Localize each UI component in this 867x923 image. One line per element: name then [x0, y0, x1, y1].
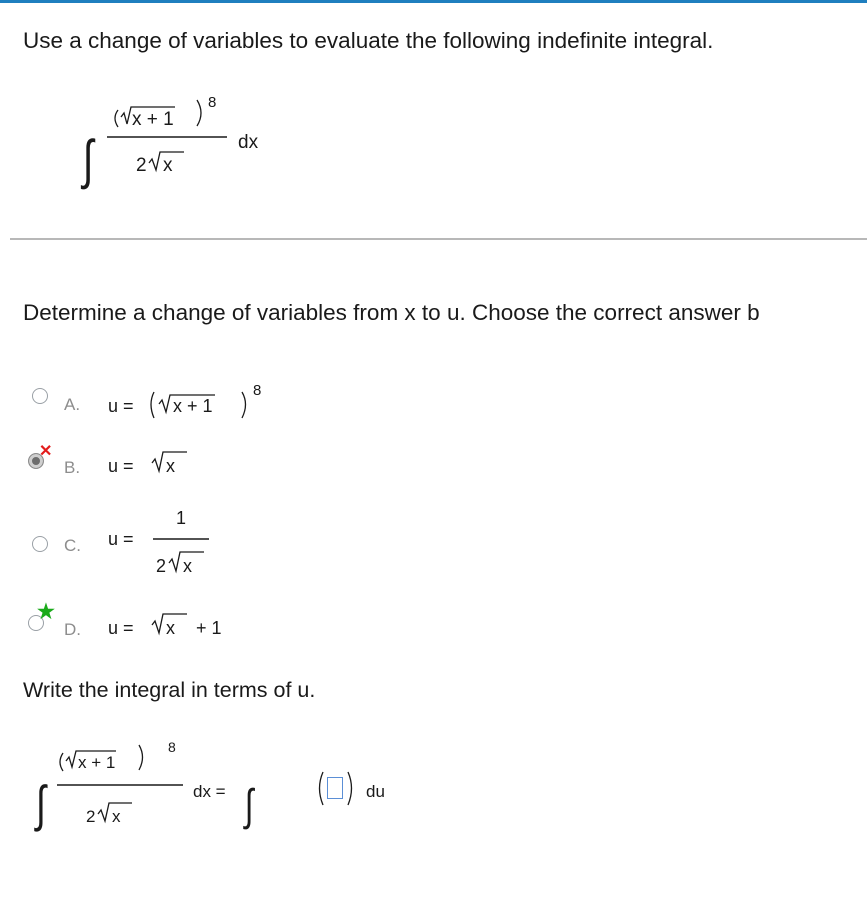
part1-prompt: Determine a change of variables from x to u. Choose the correct answer b — [23, 300, 760, 325]
option-a[interactable] — [22, 372, 382, 418]
part2-numerator-inner: x + 1 — [78, 753, 116, 772]
option-d-suffix: + 1 — [196, 618, 222, 638]
question-denominator-coef: 2 — [136, 155, 147, 176]
svg-text:∫: ∫ — [82, 128, 94, 190]
option-c-lhs: u = — [108, 529, 134, 549]
option-d-lhs: u = — [108, 618, 134, 638]
question-prompt: Use a change of variables to evaluate the following indefinite integral. — [23, 28, 714, 53]
option-d[interactable] — [22, 600, 382, 646]
question-integral-numerator — [115, 94, 216, 130]
option-c-denominator-radicand: x — [183, 556, 192, 576]
correct-star-icon: ★ — [37, 601, 55, 623]
question-differential: dx — [238, 132, 259, 153]
option-a-lhs: u = — [108, 396, 134, 416]
option-b-letter: B. — [64, 458, 81, 477]
question-denominator-radicand: x — [163, 155, 173, 176]
option-b-expr: x — [166, 456, 175, 476]
part2-denominator-radicand: x — [112, 807, 121, 826]
question-exponent: 8 — [208, 94, 217, 111]
option-a-expr-inner: x + 1 — [173, 396, 213, 416]
option-c-radio[interactable] — [32, 536, 48, 552]
svg-text:∫: ∫ — [244, 780, 254, 831]
option-a-exponent: 8 — [253, 382, 262, 399]
svg-text:∫: ∫ — [36, 777, 46, 833]
option-b-lhs: u = — [108, 456, 134, 476]
part2-denominator-coef: 2 — [86, 807, 96, 826]
option-d-letter: D. — [64, 620, 81, 639]
option-c-numerator: 1 — [176, 508, 187, 528]
incorrect-icon: ✕ — [39, 443, 53, 460]
part2-rhs-differential: du — [366, 782, 385, 801]
option-c-letter: C. — [64, 536, 81, 555]
option-c-denominator-coef: 2 — [156, 556, 167, 576]
option-d-expr: x — [166, 618, 175, 638]
option-c[interactable] — [22, 510, 382, 580]
option-a-letter: A. — [64, 395, 81, 414]
section-divider — [10, 238, 867, 240]
question-numerator-inner: x + 1 — [132, 109, 174, 130]
question-integral-denominator — [136, 152, 184, 176]
part2-exponent: 8 — [168, 739, 176, 755]
part2-prompt: Write the integral in terms of u. — [23, 678, 316, 702]
answer-input-box[interactable] — [327, 777, 343, 799]
option-b[interactable] — [22, 438, 382, 484]
option-a-radio[interactable] — [32, 388, 48, 404]
part2-lhs-differential: dx = — [193, 782, 226, 801]
